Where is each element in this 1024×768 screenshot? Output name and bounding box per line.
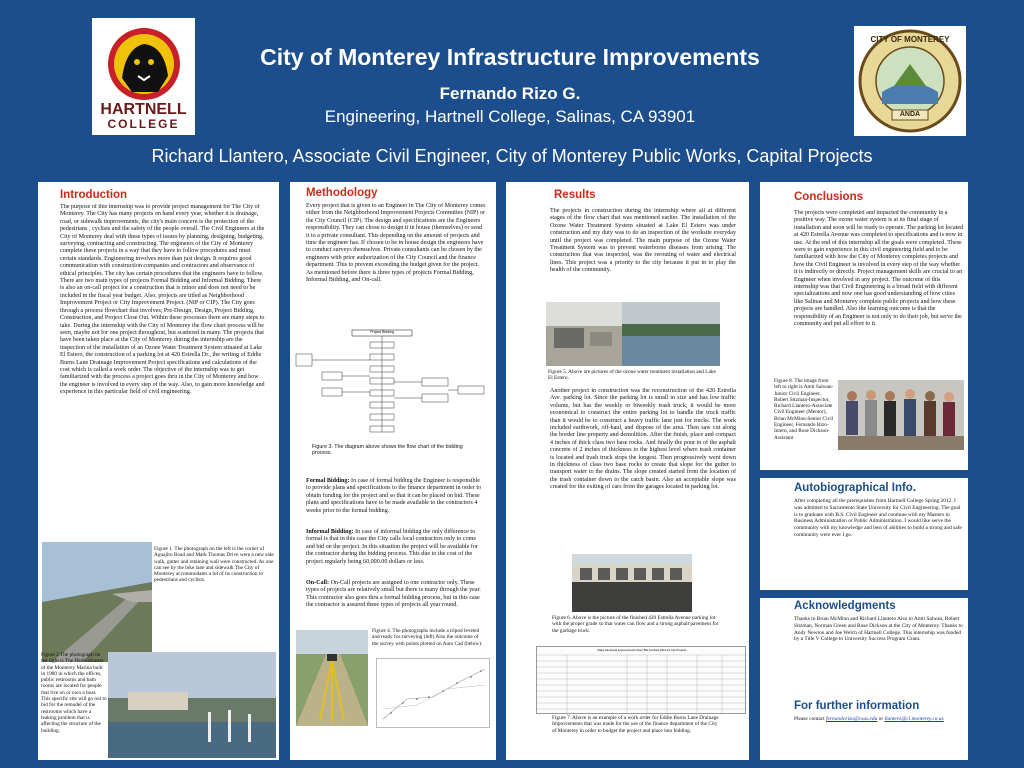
oncall-label: On-Call: [306, 580, 330, 586]
poster-mentor: Richard Llantero, Associate Civil Engineer, City of Monterey Public Works, Capital Projects [151, 146, 873, 166]
further-info-text [794, 716, 964, 723]
informal-bidding-body: In case of informal bidding the only difference to formal is that in this case the City calls local contractors only to come and bid on the project. In this situation the project will be available for the contractor during the bidding process. This due to the cost of the project regularly being 60,000.00 dollars or less. [306, 529, 478, 565]
figure1-caption: Figure 1. The photograph on the left is the corner of Aguajito Road and Mark Thomas Drive were a new side walk, gutter and retaining wall were constructed. As one can see by the bike lane and sidewalk The City of Monterey accommodates a lot of its construction to pedestrians and cyclists. [154, 546, 274, 584]
further-info-heading: For further information [794, 700, 920, 712]
poster-author: Fernando Rizo G. [439, 84, 581, 103]
results-body-1: The projects in construction during the internship where all at different stages of the flow chart that was mentioned earlier. The installation of the Ozone Water Treatment System situated at Lake El Estero was under construction and my duty was to do an inspection of the worksite everyday until the project was completed. The main purpose of the Ozone Water Treatment System was to prevent waterborne diseases from arising. The construction that was inspected, was the rerouting of water and electrical lines. This project was a priority to the city because it put in to play the health of the community. [550, 208, 736, 274]
oncall-body: On-Call projects are assigned to one contractor only. These types of projects are relatively small but there is many through the year. This contractor also goes thru a formal bidding process, but in this case the contractor is assured these types of projects all year round. [306, 580, 481, 609]
figure6-caption: Figure 6. Above is the picture of the finished 420 Estrella Avenue parking lot with the proper grade so that water can flow and a strong asphalt pavement for the garbage truck. [552, 615, 719, 634]
conclusions-panel [760, 182, 968, 470]
autobiographical-heading: Autobiographical Info. [794, 482, 917, 494]
methodology-heading: Methodology [306, 187, 378, 199]
figure5-lake-photo [622, 302, 720, 366]
poster-title: City of Monterey Infrastructure Improvements [260, 44, 760, 70]
contact-or: or [878, 716, 884, 722]
methodology-body: Every project that is given to an Engineer in The City of Monterey comes either from the Neighborhood Improvement Projects Committee (NIP) or the City Council (CIP). The design and specifications are the Engineers responsibility. They can chose to design it in house (themselves) or send it to a private consultant. This depending on the amount of projects and time the engineer has. If chosen to be in house design the engineers have to conduct surveys themselves. Private consultants can be chosen by the engineers with prior authorization of the City Council and the finance department. This to prevent exceeding the budget given for the project. As mentioned before there is three types of projects Formal Bidding, Informal Bidding, and On-call. [306, 203, 486, 284]
formal-bidding-label: Formal Bidding: [306, 478, 350, 484]
formal-bidding-body: In case of formal bidding the Engineer is responsible to provide plans and specifications to the finance department in order to obtain funding for the project and so that it can be placed on bid. These plans and specifications have to be made available to the contractors 4 weeks prior to the formal bidding. [306, 478, 482, 514]
conclusions-body: The projects were completed and impacted the community in a positive way. The ozone water system is at its final stage of installation and soon will be ready to operate. The parking lot located at 420 Estrella Avenue was completed to specifications and is now in use. At the end of this internship all the goals were completed. These were to gain experience in this civil engineering field and to be familiarized with how the City of Monterey completes projects and how the Civil Engineer is involved in every step of the way whether it is indirectly or directly. Project management skills are crucial to an Engineer when involved in any project. The outcome of this internship was that Civil Engineering is a broad field with different specializations and now one has good understanding of how cities like Salinas and Monterey complete public projects and how these projects are handled. Also the learning outcome is that the responsibility of an Engineer is not only to do their job, but serve the community and put all effort to it. [794, 210, 964, 328]
work-order-table [536, 646, 746, 714]
figure7-caption: Figure 7. Above is an example of a work order for Eddie Burns Lane Drainage Improvements that was made for the use of the finance department of the City of Monterey in order to budget the project and place into bidding. [552, 715, 719, 734]
further-info-panel [760, 698, 968, 760]
email-link-2[interactable]: llantero@ci.monterey.ca.us [884, 716, 944, 722]
poster-affiliation: Engineering, Hartnell College, Salinas, CA 93901 [324, 107, 696, 126]
methodology-panel [290, 182, 496, 760]
hartnell-wordmark: HARTNELL COLLEGE [100, 101, 187, 131]
figure5-ozone-photo [546, 302, 622, 366]
figure8-team-photo [838, 380, 964, 450]
figure4-caption: Figure 4. The photographs include a tripod leveled and ready for surveying (left) Also the outcome of the survey with points plotted on Auto Cad (below). [372, 628, 483, 647]
acknowledgments-heading: Acknowledgments [794, 600, 896, 612]
results-panel [506, 182, 749, 760]
results-heading: Results [554, 189, 596, 201]
flowchart-title: Project Bidding [370, 330, 394, 334]
bidding-flowchart [292, 328, 494, 440]
introduction-body: The purpose of this internship was to provide project management for The City of Monterey. The City has many projects on hand every year, whether it is drainage, road, or sidewalk improvements, the city's main concern is the protection of the pedestrians , cyclists and the safety of the people overall. The Civil Engineers at the City of Monterey deal with these types of issues by planning, designing, budgeting, surveying, contracting and constructing. The engineers of the City of Monterey complete these projects in a way that they have to follow procedures and meet certain standards. Engineering involves more than just design. It requires good communication with construction companies and contractors and observance of ethical principles. The city has certain procedures that the engineers have to follow. There are two main types of projects Formal Bidding and Informal Bidding. There is also an on-call project for a construction that is minor and does not need to be included in the fiscal year budget. Also, projects are titled as Neighborhood Improvement Project or City Improvement Project. (NIP or CIP). The City goes through a process flowchart that involves; Pre-Design, Design, Project Bidding, Construction, and Project Close Out. Within these processes there are many steps to take. During the internship with the City of Monterey the flow chart process will be seen, maybe not for one project throughout, but scattered in many. The projects that have been taken place at the City of Monterey during the internship are the inspection of the installation of an Ozone Water Treatment System situated at Lake El Estero, the construction of a parking lot at 420 Estrella Dr., the writing of Eddie Burns Lane Drainage Improvement Project specifications and calculations of the cost which is called a work order. The objective of the internship was to get familiarized with the process a project goes thru in the City of Monterey and how the engineer is involved in every step of the way. Also, to gain more knowledge and experience in this particular field of civil engineering. [60, 204, 265, 396]
introduction-heading: Introduction [60, 189, 128, 201]
results-body-2: Another project in construction was the reconstruction of the 420 Estrella Ave. parking lot. Since the parking lot is small in size and has low traffic volume, but has the weekly or biweekly trash truck, it would be more economical to construct the entire parking lot to handle the truck traffic than it would be to construct a heavy traffic lane just for trucks. The work included earthwork, off-haul, and dispose of the area. Then saw cut along the border line property and demolition. After the finish, place and compact 4 inches of thick class two base rocks. And finally the pour in of the asphalt concrete of 2 inches of thickness to the highest level where trash container is located and trash truck stops the longest. Then progressively went down in thickness of class two base rocks to create that slope for the gutter to transport water to the drains. The slope created started from the location of the trash container down to the catch basin. Also an acceptable slope was created for the exiting of cars from the garages located in parking lot. [550, 388, 736, 491]
conclusions-heading: Conclusions [794, 191, 864, 203]
work-order-title: Major Municipal Improvements Open Bid Contract 2011-12 City Projects [597, 648, 687, 652]
figure5-caption: Figure 5. Above are pictures of the ozone water treatment installation and Lake El Estero. [548, 369, 716, 382]
oncall-text [306, 580, 486, 610]
figure8-caption: Figure 8. The image from left to right is Amit Salwan-Junior Civil Engineer, Robert Sitzman-Inspector, Richard Llantero-Associate Civil Engineer (Mentor), Brian McMinn-Senior Civil Engineer, Fernando Rizo-Intern, and Rose Dickson-Assistant [774, 378, 834, 441]
hartnell-logo [92, 18, 195, 135]
contact-prefix: Please contact [794, 716, 825, 722]
figure1-photo [42, 542, 152, 662]
email-link-1[interactable]: fernandorizo@csus.edu [826, 716, 878, 722]
seal-bottom-text: ANDA [899, 111, 921, 118]
autobiographical-panel [760, 478, 968, 590]
introduction-panel [38, 182, 279, 760]
figure3-caption: Figure 3. The diagram above shows the flow chart of the bidding process. [312, 444, 463, 457]
autobiographical-body: After completing all the prerequisites from Hartnell College Spring 2012, I was admitted to Sacramento State University for Civil Engineering. The goal is to graduate with B.S. Civil Engineer and continue with my Masters in Business Administration or Public Administration. I would like serve the community with my knowledge and best of abilities to build a strong and safe community were ever I go. [794, 498, 962, 538]
figure4-tripod-photo [296, 630, 368, 726]
acknowledgments-panel [760, 598, 968, 698]
figure2-caption: Figure 2 The photograph on the right is The Harbormaster of the Monterey Marina built in 1980 in which the offices, public restrooms and bath rooms are located for people that live on or own a boat. This specific site will go out to bid for the remodel of the restrooms which have a leaking problem that is affecting the structure of the building. [41, 652, 107, 734]
acknowledgments-body: Thanks to Brian McMinn and Richard Llantero Also to Amit Salwan, Robert Sitzman, Norman Green and Rose Dickson at the City of Monterey. Thanks to Andy Newton and Joe Welch of Hartnell College. This internship was funded by a Title V College to University Success Program Grant. [794, 616, 963, 643]
city-seal [854, 26, 966, 136]
team-people-icon [838, 380, 964, 450]
formal-bidding-text [306, 478, 486, 515]
informal-bidding-text [306, 529, 486, 566]
seal-top-text: CITY OF MONTEREY [870, 35, 950, 44]
informal-bidding-label: Informal Bidding: [306, 529, 354, 535]
figure2-photo [108, 652, 276, 758]
autocad-survey-plot [376, 658, 490, 728]
figure6-parking-photo [572, 554, 692, 612]
